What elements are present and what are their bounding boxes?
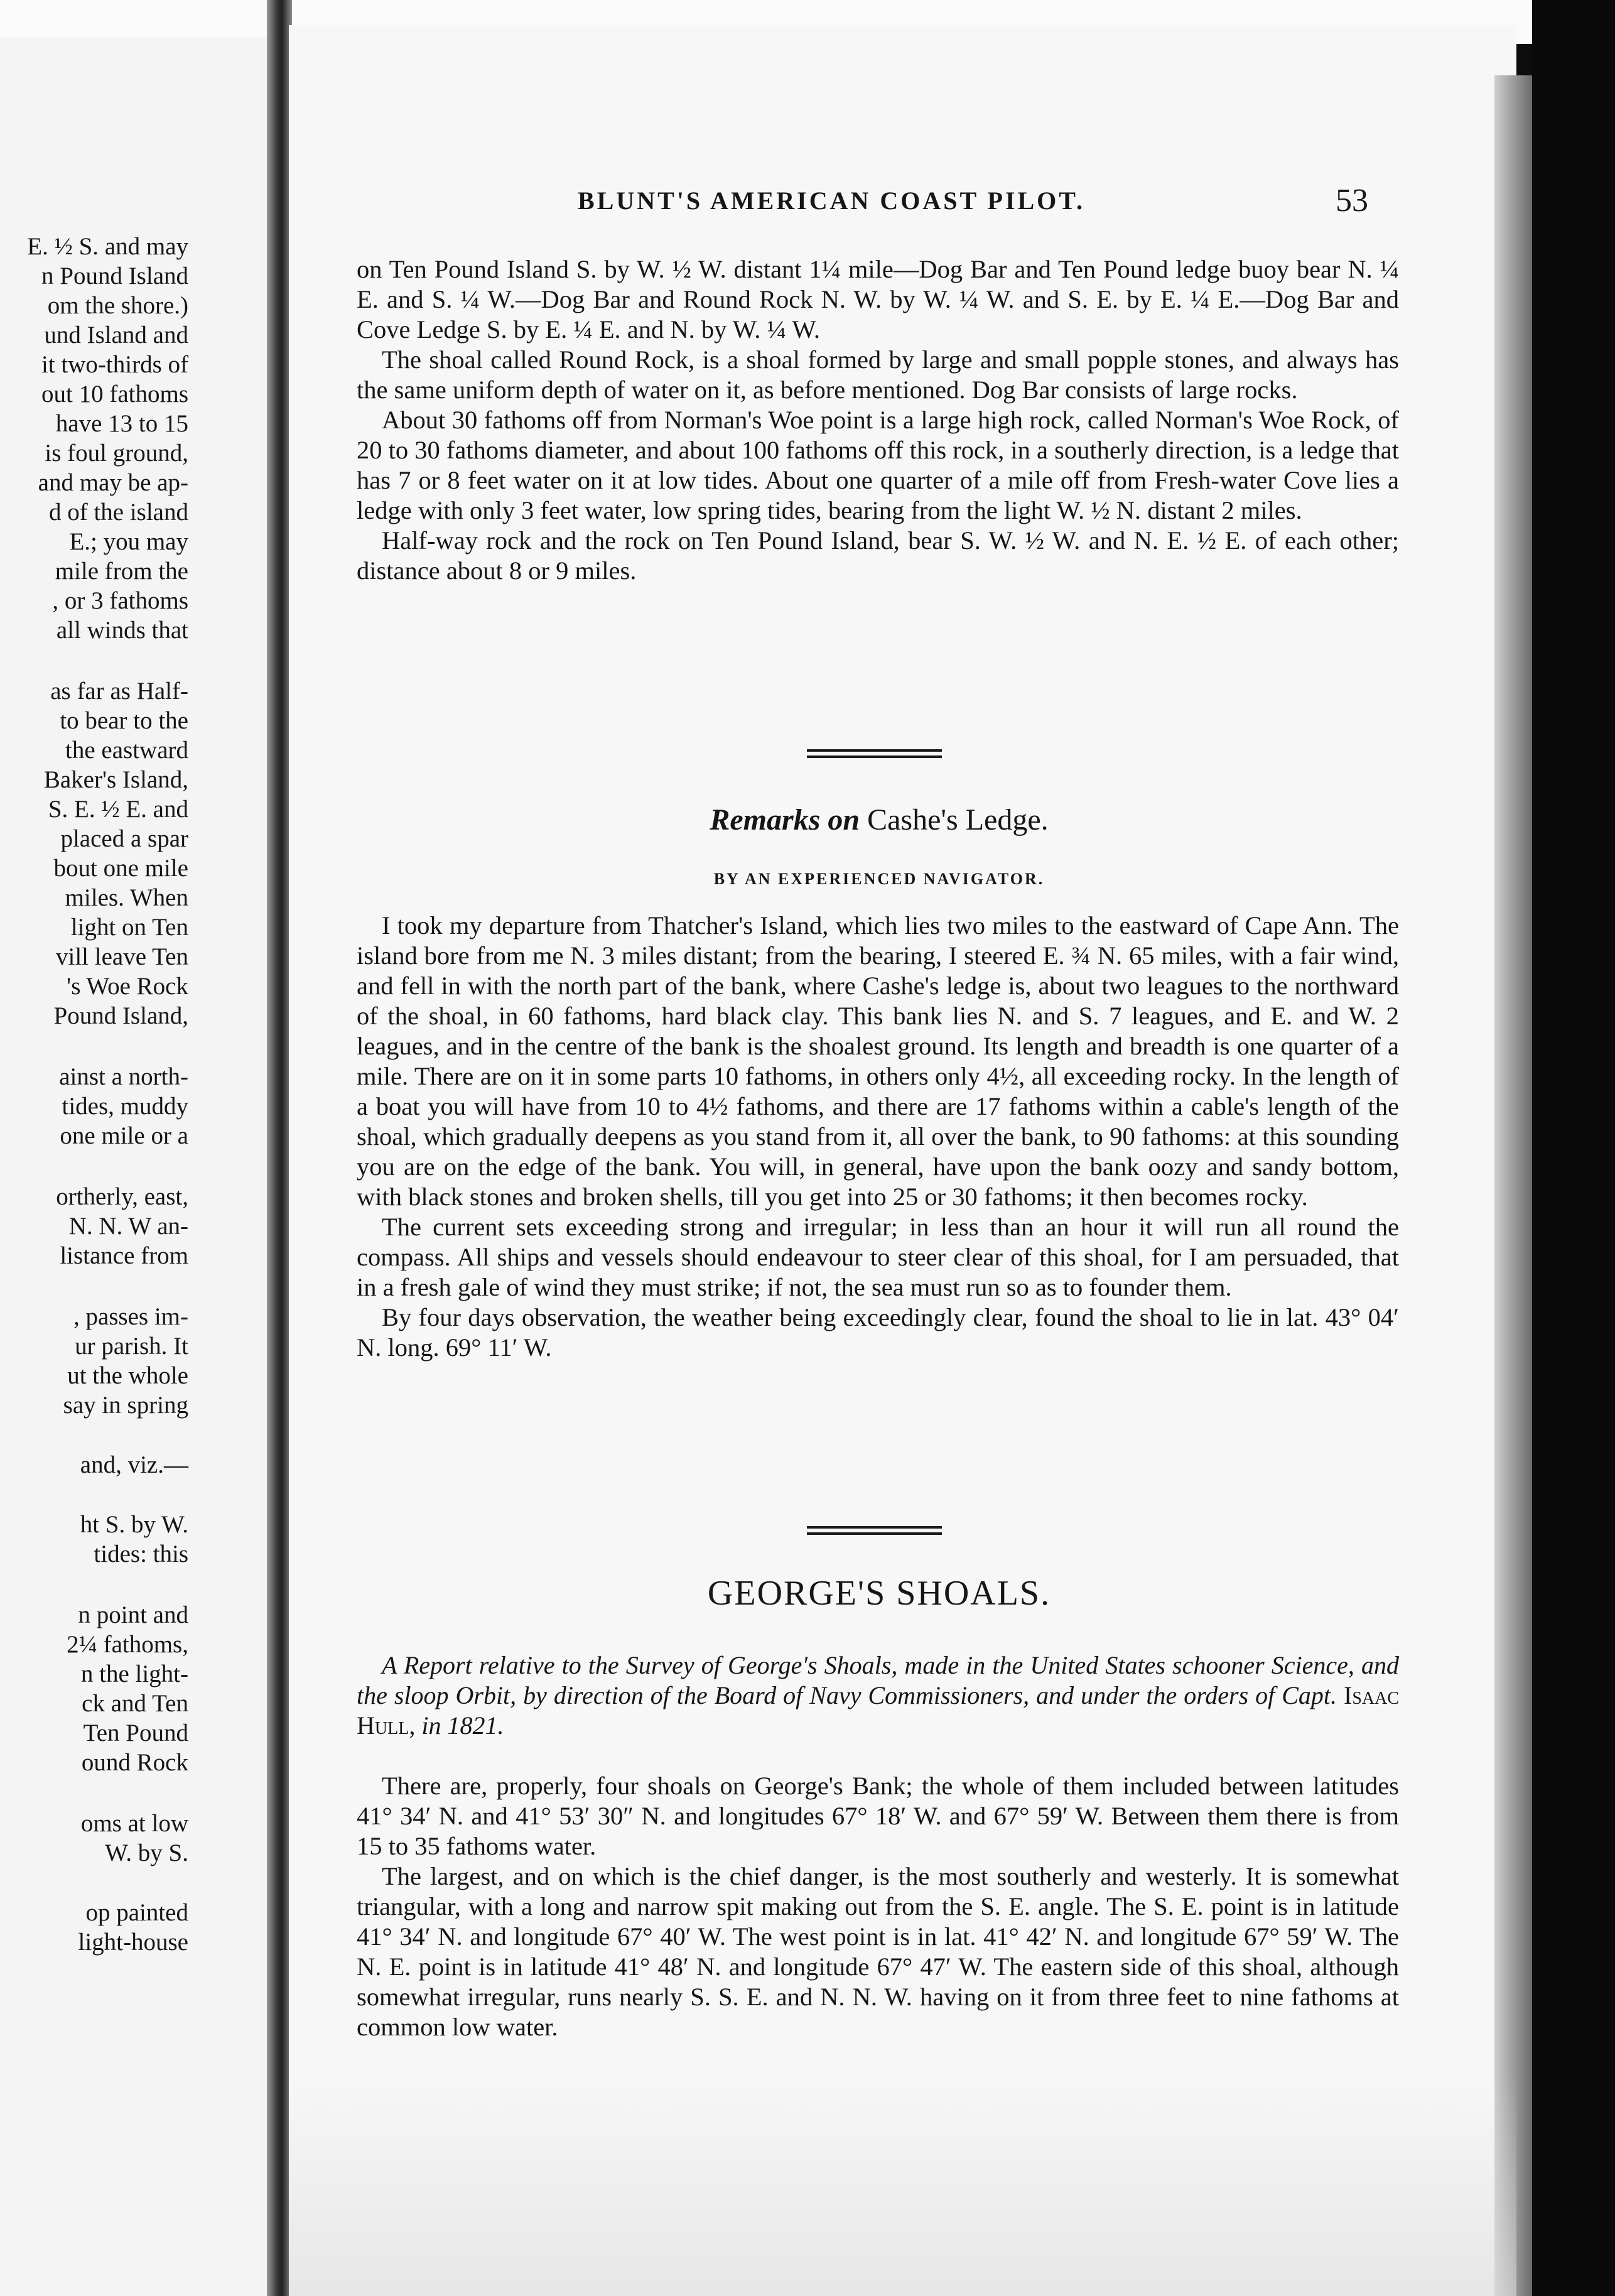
continued-section [357,254,1399,586]
left-page-line: tides, muddy [62,1093,188,1120]
left-page-line: to bear to the [60,707,188,734]
left-page-line: n the light- [80,1660,188,1687]
left-page-line: d of the island [48,499,188,526]
left-page-line: light-house [78,1929,188,1956]
page-edge [1494,75,1532,2296]
left-page-line: as far as Half- [50,678,188,705]
section-divider [807,749,942,758]
left-page-line: N. N. W an- [68,1213,188,1240]
byline: BY AN EXPERIENCED NAVIGATOR. [713,870,1045,888]
left-page-line: 's Woe Rock [67,973,188,1000]
left-page-line: listance from [60,1242,188,1269]
left-page-line: tides: this [94,1541,188,1568]
left-page-line: 2¼ fathoms, [67,1631,188,1658]
left-page-line: W. by S. [105,1839,188,1866]
section-divider [807,1526,942,1535]
left-page-line: and may be ap- [38,469,188,496]
scan-dark-border [1532,0,1615,2296]
cashe-section-body [357,911,1399,1363]
left-page-line: ound Rock [81,1749,188,1776]
georges-section-body [357,1771,1399,2042]
left-page-line: S. E. ½ E. and [48,796,188,823]
paragraph: By four days observation, the weather being exceedingly clear, found the shoal to lie in lat. 43° 04′ N. long. 69° 11′ W. [357,1303,1399,1362]
left-page-line: Pound Island, [53,1002,188,1029]
page-header [578,182,1394,220]
paragraph: The current sets exceeding strong and irregular; in less than an hour it will run all round the compass. All ships and vessels should endeavour to steer clear of this shoal, for I am persuaded, that in a fresh gale of wind they must strike; if not, the sea must run so as to founder them. [357,1213,1399,1301]
left-page [0,38,267,2296]
left-page-line: E.; you may [69,528,188,555]
left-page-line: ck and Ten [82,1690,188,1717]
left-page-line: it two-thirds of [41,351,188,378]
left-page-line: all winds that [56,617,188,644]
left-page-line: , or 3 fathoms [52,587,188,614]
paragraph: About 30 fathoms off from Norman's Woe point is a large high rock, called Norman's Woe Rock, of 20 to 30 fathoms diameter, and about 100 fathoms off this rock, in a southerly direction, is a ledge that has 7 or 8 feet water on it at low tides. About one quarter of a mile off from Fresh-water Cove lies a ledge with only 3 feet water, low spring tides, bearing from the light W. ½ N. distant 2 miles. [357,406,1400,524]
left-page-line: n Pound Island [41,263,188,290]
left-page-line: ht S. by W. [80,1511,188,1538]
left-page-line: Ten Pound [83,1719,188,1746]
left-page-line: say in spring [63,1392,188,1419]
left-page-line: om the shore.) [47,292,188,319]
left-page-line: and, viz.— [80,1451,188,1478]
left-page-line: op painted [85,1899,188,1926]
left-page-line: ortherly, east, [56,1183,188,1210]
left-page-line: placed a spar [60,825,188,852]
paragraph: on Ten Pound Island S. by W. ½ W. distant 1¼ mile—Dog Bar and Ten Pound ledge buoy bear N. ¼ E. and S. ¼ W.—Dog Bar and Round Rock N. W. by W. ¼ W. and S. E. by E. ¼ E.—Dog Bar and Cove Ledge S. by E. ¼ E. and N. by W. ¼ W. [357,255,1399,344]
section-heading: GEORGE'S SHOALS. [707,1574,1051,1613]
left-page-line: vill leave Ten [56,943,188,970]
paragraph: The largest, and on which is the chief danger, is the most southerly and westerly. It is somewhat triangular, with a long and narrow spit making out from the S. E. angle. The S. E. point is in latitude 41° 34′ N. and longitude 67° 40′ W. The west point is in lat. 41° 42′ N. and longitude 67° 59′ W. The N. E. point is in latitude 41° 48′ N. and longitude 67° 47′ W. The eastern side of this shoal, although somewhat irregular, runs nearly S. S. E. and N. N. W. having on it from three feet to nine fathoms at common low water. [357,1862,1399,2041]
left-page-line: light on Ten [70,914,188,941]
report-intro: A Report relative to the Survey of George's Shoals, made in the United States schooner Science, and the sloop Orbit, by direction of the Board of Navy Commissioners, and under the orders of Capt. Isaac Hull, in 1821. [357,1651,1400,1740]
paragraph: The shoal called Round Rock, is a shoal formed by large and small popple stones, and always has the same uniform depth of water on it, as before mentioned. Dog Bar consists of large rocks. [357,345,1399,404]
left-page-line: , passes im- [73,1303,188,1330]
left-page-line: ur parish. It [75,1333,188,1360]
left-page-line: n point and [78,1601,188,1628]
paragraph: I took my departure from Thatcher's Island, which lies two miles to the eastward of Cape Ann. The island bore from me N. 3 miles distant; from the bearing, I steered E. ¾ N. 65 miles, with a fair wind, and fell in with the north part of the bank, where Cashe's ledge is, about two leagues to the northward of the shoal, in 60 fathoms, hard black clay. This bank lies N. and S. 7 leagues, and E. and W. 2 leagues, and in the centre of the bank is the shoalest ground. Its length and breadth is one quarter of a mile. There are on it in some parts 10 fathoms, in others only 4½, all exceeding rocky. In the length of a boat you will have from 10 to 4½ fathoms, and there are 17 fathoms within a cable's length of the shoal, which gradually deepens as you stand from it, all over the bank, to 90 fathoms: at this sounding you are on the edge of the bank. You will, in general, have upon the bank oozy and sandy bottom, with black stones and broken shells, till you get into 25 or 30 fathoms; it then becomes rocky. [357,911,1399,1211]
left-page-line: out 10 fathoms [41,381,188,408]
page-number: 53 [1336,183,1368,219]
left-page-line: one mile or a [60,1122,188,1149]
left-page-line: Baker's Island, [43,766,188,793]
left-page-line: E. ½ S. and may [27,233,188,260]
left-page-line: bout one mile [53,855,188,882]
left-page-line: is foul ground, [45,440,188,467]
left-page-line: oms at low [80,1810,188,1837]
left-page-line: have 13 to 15 [55,410,188,437]
left-page-line: ut the whole [67,1362,188,1389]
left-page-line: mile from the [55,558,188,585]
paragraph: There are, properly, four shoals on George's Bank; the whole of them included between latitudes 41° 34′ N. and 41° 53′ 30″ N. and longitudes 67° 18′ W. and 67° 59′ W. Between them there is from 15 to 35 fathoms water. [357,1772,1399,1860]
left-page-line: ainst a north- [59,1063,188,1090]
section-title: Remarks on Cashe's Ledge. [710,803,1049,837]
book-gutter [267,0,292,2296]
left-page-line: the eastward [65,737,188,764]
paragraph: Half-way rock and the rock on Ten Pound Island, bear S. W. ½ W. and N. E. ½ E. of each other; distance about 8 or 9 miles. [357,526,1399,585]
left-page-line: miles. When [65,884,188,911]
running-title: BLUNT'S AMERICAN COAST PILOT. [578,187,1085,215]
left-page-line: und Island and [44,322,188,349]
